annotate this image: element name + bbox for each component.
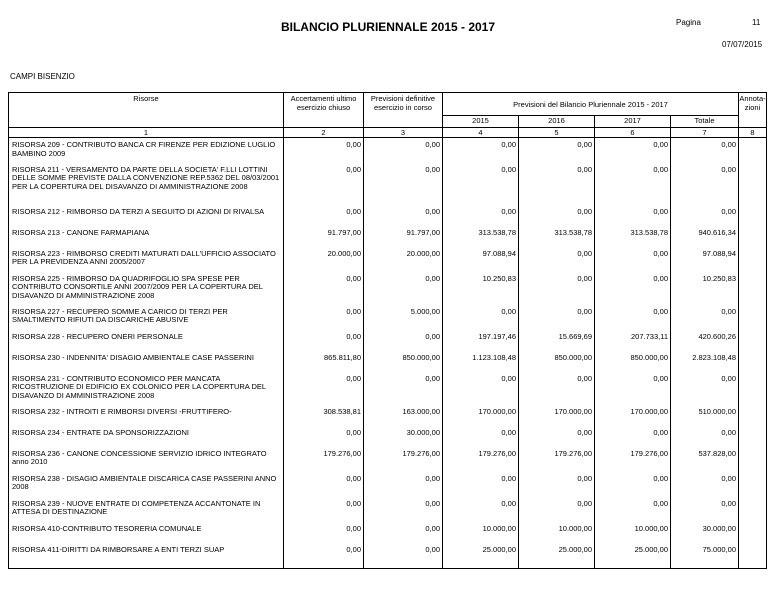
previsioni-definitive-value: 0,00 [364, 543, 443, 564]
previsioni-definitive-value: 20.000,00 [364, 247, 443, 272]
totale-value: 0,00 [671, 472, 739, 497]
row-description: RISORSA 236 - CANONE CONCESSIONE SERVIZIO IDRICO INTEGRATO anno 2010 [9, 447, 284, 472]
row-description: RISORSA 410-CONTRIBUTO TESORERIA COMUNALE [9, 522, 284, 543]
entity-name: CAMPI BISENZIO [10, 72, 75, 81]
totale-value: 0,00 [671, 305, 739, 330]
table-row [9, 405, 767, 426]
accertamenti-value: 91.797,00 [284, 226, 364, 247]
previsioni-definitive-value: 0,00 [364, 205, 443, 226]
table-row [9, 272, 767, 305]
annotazioni-value [739, 272, 767, 305]
row-description: RISORSA 238 - DISAGIO AMBIENTALE DISCARICA CASE PASSERINI ANNO 2008 [9, 472, 284, 497]
col-number: 7 [671, 128, 739, 138]
value-2015: 10.250,83 [443, 272, 519, 305]
value-2017: 25.000,00 [595, 543, 671, 564]
col-number: 4 [443, 128, 519, 138]
row-description: RISORSA 223 - RIMBORSO CREDITI MATURATI DALL'UFFICIO ASSOCIATO PER LA PREVIDENZA ANNI 2005/2007 [9, 247, 284, 272]
value-2017: 0,00 [595, 247, 671, 272]
accertamenti-value: 308.538,81 [284, 405, 364, 426]
accertamenti-value: 179.276,00 [284, 447, 364, 472]
previsioni-definitive-value: 163.000,00 [364, 405, 443, 426]
accertamenti-value: 0,00 [284, 497, 364, 522]
accertamenti-value: 0,00 [284, 426, 364, 447]
value-2016: 0,00 [519, 426, 595, 447]
accertamenti-value: 0,00 [284, 305, 364, 330]
totale-value: 420.600,26 [671, 330, 739, 351]
value-2015: 0,00 [443, 205, 519, 226]
value-2016: 179.276,00 [519, 447, 595, 472]
value-2015: 170.000,00 [443, 405, 519, 426]
annotazioni-value [739, 447, 767, 472]
value-2016: 0,00 [519, 372, 595, 405]
value-2017: 0,00 [595, 472, 671, 497]
value-2016: 10.000,00 [519, 522, 595, 543]
value-2016: 0,00 [519, 497, 595, 522]
annotazioni-value [739, 405, 767, 426]
table-row [9, 226, 767, 247]
annotazioni-value [739, 426, 767, 447]
table-row [9, 426, 767, 447]
table-row [9, 247, 767, 272]
previsioni-definitive-value: 179.276,00 [364, 447, 443, 472]
accertamenti-value: 0,00 [284, 205, 364, 226]
spacer-cell [671, 564, 739, 569]
value-2015: 0,00 [443, 305, 519, 330]
value-2015: 313.538,78 [443, 226, 519, 247]
annotazioni-value [739, 472, 767, 497]
previsioni-definitive-value: 30.000,00 [364, 426, 443, 447]
totale-value: 537.828,00 [671, 447, 739, 472]
totale-value: 97.088,94 [671, 247, 739, 272]
value-2017: 179.276,00 [595, 447, 671, 472]
totale-value: 30.000,00 [671, 522, 739, 543]
previsioni-definitive-value: 0,00 [364, 497, 443, 522]
annotazioni-value [739, 351, 767, 372]
previsioni-definitive-value: 0,00 [364, 522, 443, 543]
annotazioni-value [739, 543, 767, 564]
value-2016: 170.000,00 [519, 405, 595, 426]
value-2016: 15.669,69 [519, 330, 595, 351]
col-number: 2 [284, 128, 364, 138]
row-description: RISORSA 228 - RECUPERO ONERI PERSONALE [9, 330, 284, 351]
col-number: 5 [519, 128, 595, 138]
value-2015: 0,00 [443, 497, 519, 522]
value-2015: 0,00 [443, 372, 519, 405]
annotazioni-value [739, 372, 767, 405]
annotazioni-value [739, 330, 767, 351]
value-2017: 170.000,00 [595, 405, 671, 426]
col-header-previsioni-pluriennale: Previsioni del Bilancio Pluriennale 2015 - 2017 [443, 93, 739, 116]
table-row [9, 305, 767, 330]
totale-value: 10.250,83 [671, 272, 739, 305]
accertamenti-value: 0,00 [284, 163, 364, 205]
value-2017: 0,00 [595, 163, 671, 205]
spacer-cell [284, 564, 364, 569]
value-2016: 25.000,00 [519, 543, 595, 564]
col-header-2017: 2017 [595, 116, 671, 128]
totale-value: 2.823.108,48 [671, 351, 739, 372]
previsioni-definitive-value: 91.797,00 [364, 226, 443, 247]
table-row [9, 472, 767, 497]
accertamenti-value: 0,00 [284, 372, 364, 405]
value-2017: 10.000,00 [595, 522, 671, 543]
totale-value: 0,00 [671, 372, 739, 405]
accertamenti-value: 865.811,80 [284, 351, 364, 372]
table-row [9, 163, 767, 205]
value-2015: 10.000,00 [443, 522, 519, 543]
col-number: 6 [595, 128, 671, 138]
totale-value: 0,00 [671, 426, 739, 447]
accertamenti-value: 0,00 [284, 522, 364, 543]
col-header-annotazioni: Annota-zioni [739, 93, 767, 128]
value-2016: 0,00 [519, 205, 595, 226]
row-description: RISORSA 231 - CONTRIBUTO ECONOMICO PER MANCATA RICOSTRUZIONE DI EDIFICIO EX COLONICO PER LA COPERTURA DEL DISAVANZO DI AMMINISTRAZIONE 2008 [9, 372, 284, 405]
accertamenti-value: 0,00 [284, 330, 364, 351]
value-2017: 0,00 [595, 305, 671, 330]
table-row [9, 447, 767, 472]
col-number: 8 [739, 128, 767, 138]
table-end-spacer [9, 564, 767, 569]
previsioni-definitive-value: 0,00 [364, 138, 443, 163]
table-row [9, 205, 767, 226]
totale-value: 940.616,34 [671, 226, 739, 247]
previsioni-definitive-value: 0,00 [364, 372, 443, 405]
value-2016: 850.000,00 [519, 351, 595, 372]
row-description: RISORSA 211 - VERSAMENTO DA PARTE DELLA SOCIETA' F.LLI LOTTINI DELLE SOMME PREVISTE DALLA CONVENZIONE REP.5362 DEL 08/03/2001 PER LA COPERTURA DEL DISAVANZO DI AMMINISTRAZIONE 2008 [9, 163, 284, 205]
row-description: RISORSA 232 - INTROITI E RIMBORSI DIVERSI -FRUTTIFERO- [9, 405, 284, 426]
row-description: RISORSA 230 - INDENNITA' DISAGIO AMBIENTALE CASE PASSERINI [9, 351, 284, 372]
col-header-2015: 2015 [443, 116, 519, 128]
value-2017: 0,00 [595, 205, 671, 226]
value-2016: 0,00 [519, 472, 595, 497]
totale-value: 0,00 [671, 205, 739, 226]
col-number: 3 [364, 128, 443, 138]
previsioni-definitive-value: 0,00 [364, 163, 443, 205]
table-row [9, 138, 767, 163]
value-2016: 0,00 [519, 272, 595, 305]
accertamenti-value: 0,00 [284, 272, 364, 305]
value-2017: 0,00 [595, 372, 671, 405]
col-number: 1 [9, 128, 284, 138]
annotazioni-value [739, 522, 767, 543]
value-2016: 0,00 [519, 138, 595, 163]
value-2015: 0,00 [443, 472, 519, 497]
value-2017: 0,00 [595, 497, 671, 522]
value-2017: 207.733,11 [595, 330, 671, 351]
totale-value: 0,00 [671, 497, 739, 522]
table-row [9, 372, 767, 405]
value-2015: 179.276,00 [443, 447, 519, 472]
spacer-cell [739, 564, 767, 569]
print-date: 07/07/2015 [722, 40, 763, 49]
value-2015: 1.123.108,48 [443, 351, 519, 372]
col-header-previsioni-definitive: Previsioni definitive esercizio in corso [364, 93, 443, 128]
annotazioni-value [739, 305, 767, 330]
col-header-risorse: Risorse [9, 93, 284, 128]
accertamenti-value: 0,00 [284, 472, 364, 497]
table-row [9, 330, 767, 351]
value-2015: 97.088,94 [443, 247, 519, 272]
previsioni-definitive-value: 0,00 [364, 330, 443, 351]
table-row [9, 497, 767, 522]
spacer-cell [9, 564, 284, 569]
row-description: RISORSA 234 - ENTRATE DA SPONSORIZZAZIONI [9, 426, 284, 447]
spacer-cell [364, 564, 443, 569]
value-2015: 0,00 [443, 426, 519, 447]
document-title: BILANCIO PLURIENNALE 2015 - 2017 [280, 20, 496, 34]
totale-value: 0,00 [671, 163, 739, 205]
value-2017: 0,00 [595, 426, 671, 447]
row-description: RISORSA 212 - RIMBORSO DA TERZI A SEGUITO DI AZIONI DI RIVALSA [9, 205, 284, 226]
value-2017: 0,00 [595, 272, 671, 305]
value-2016: 0,00 [519, 305, 595, 330]
previsioni-definitive-value: 850.000,00 [364, 351, 443, 372]
totale-value: 0,00 [671, 138, 739, 163]
value-2016: 313.538,78 [519, 226, 595, 247]
table-row [9, 522, 767, 543]
previsioni-definitive-value: 0,00 [364, 472, 443, 497]
page-label: Pagina [676, 18, 701, 27]
value-2016: 0,00 [519, 163, 595, 205]
spacer-cell [519, 564, 595, 569]
annotazioni-value [739, 163, 767, 205]
col-header-totale: Totale [671, 116, 739, 128]
row-description: RISORSA 227 - RECUPERO SOMME A CARICO DI TERZI PER SMALTIMENTO RIFIUTI DA DISCARICHE ABUSIVE [9, 305, 284, 330]
table-row [9, 351, 767, 372]
accertamenti-value: 0,00 [284, 138, 364, 163]
budget-table [8, 92, 767, 569]
row-description: RISORSA 411-DIRITTI DA RIMBORSARE A ENTI TERZI SUAP [9, 543, 284, 564]
accertamenti-value: 0,00 [284, 543, 364, 564]
col-header-accertamenti: Accertamenti ultimo esercizio chiuso [284, 93, 364, 128]
previsioni-definitive-value: 5.000,00 [364, 305, 443, 330]
spacer-cell [595, 564, 671, 569]
spacer-cell [443, 564, 519, 569]
value-2017: 313.538,78 [595, 226, 671, 247]
value-2015: 25.000,00 [443, 543, 519, 564]
row-description: RISORSA 213 - CANONE FARMAPIANA [9, 226, 284, 247]
accertamenti-value: 20.000,00 [284, 247, 364, 272]
col-header-2016: 2016 [519, 116, 595, 128]
value-2016: 0,00 [519, 247, 595, 272]
annotazioni-value [739, 497, 767, 522]
table-row [9, 543, 767, 564]
value-2017: 850.000,00 [595, 351, 671, 372]
row-description: RISORSA 225 - RIMBORSO DA QUADRIFOGLIO SPA SPESE PER CONTRIBUTO CONSORTILE ANNI 2007/2009 PER LA COPERTURA DEL DISAVANZO DI AMMINISTRAZIONE 2008 [9, 272, 284, 305]
row-description: RISORSA 209 - CONTRIBUTO BANCA CR FIRENZE PER EDIZIONE LUGLIO BAMBINO 2009 [9, 138, 284, 163]
annotazioni-value [739, 205, 767, 226]
annotazioni-value [739, 247, 767, 272]
totale-value: 75.000,00 [671, 543, 739, 564]
row-description: RISORSA 239 - NUOVE ENTRATE DI COMPETENZA ACCANTONATE IN ATTESA DI DESTINAZIONE [9, 497, 284, 522]
totale-value: 510.000,00 [671, 405, 739, 426]
page-number: 11 [752, 18, 761, 27]
value-2015: 197.197,46 [443, 330, 519, 351]
value-2017: 0,00 [595, 138, 671, 163]
annotazioni-value [739, 226, 767, 247]
value-2015: 0,00 [443, 163, 519, 205]
previsioni-definitive-value: 0,00 [364, 272, 443, 305]
value-2015: 0,00 [443, 138, 519, 163]
annotazioni-value [739, 138, 767, 163]
